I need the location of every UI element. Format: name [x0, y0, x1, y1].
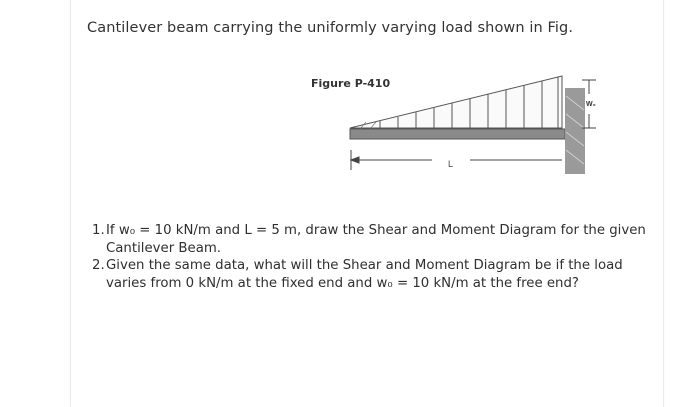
- question-list: [92, 222, 652, 292]
- question-text: Given the same data, what will the Shear and Moment Diagram be if the load varies from 0 kN/m at the fixed end and w₀ = 10 kN/m at the free end?: [106, 258, 623, 291]
- fixed-support: [565, 88, 585, 174]
- figure-label: Figure P-410: [311, 77, 391, 90]
- question-item: [92, 257, 652, 292]
- question-number: 1.: [92, 223, 105, 238]
- length-dimension: [351, 150, 562, 170]
- document-card: [70, 0, 664, 407]
- beam: [350, 129, 565, 139]
- w0-label: W₀: [586, 101, 596, 108]
- question-item: [92, 222, 652, 257]
- question-number: 2.: [92, 258, 105, 273]
- question-text: If w₀ = 10 kN/m and L = 5 m, draw the Shear and Moment Diagram for the given Cantilever Beam.: [106, 223, 646, 256]
- problem-title: Cantilever beam carrying the uniformly varying load shown in Fig.: [87, 20, 574, 36]
- length-label: L: [448, 159, 454, 169]
